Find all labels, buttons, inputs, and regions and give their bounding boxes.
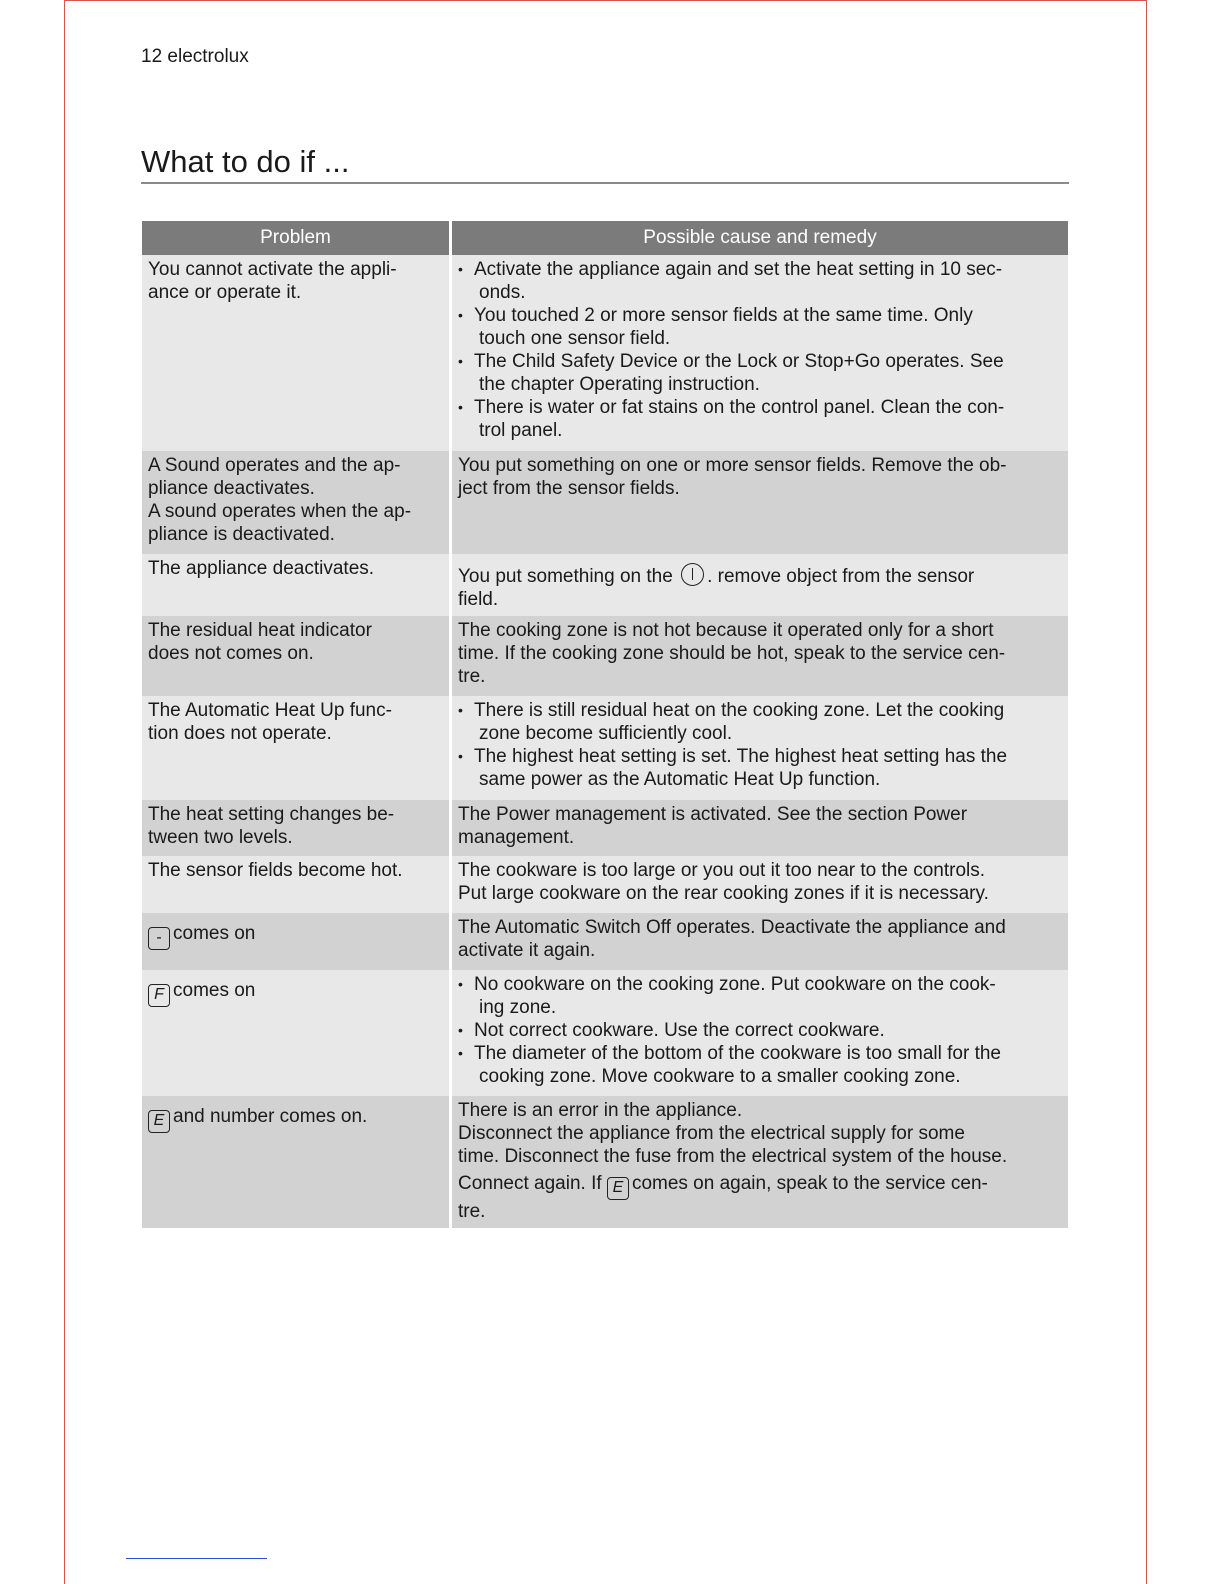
problem-cell bbox=[142, 451, 449, 554]
list-item bbox=[458, 258, 1046, 304]
list-item bbox=[458, 1042, 1046, 1088]
remedy-text: comes on again, speak to the service cen- bbox=[631, 1173, 988, 1194]
remedy-line: The Automatic Switch Off operates. Deactivate the appliance and bbox=[458, 917, 1006, 938]
remedy-line: ing zone. bbox=[479, 997, 557, 1018]
remedy-line: Put large cookware on the rear cooking zones if it is necessary. bbox=[458, 883, 989, 904]
remedy-line: • There is still residual heat on the cooking zone. Let the cooking bbox=[474, 700, 1005, 721]
remedy-cell bbox=[452, 616, 1068, 696]
problem-cell bbox=[142, 970, 449, 1096]
table-row bbox=[142, 1096, 1068, 1228]
problem-line: pliance is deactivated. bbox=[148, 524, 335, 545]
remedy-text: Connect again. If bbox=[458, 1173, 602, 1194]
footer-rule bbox=[126, 1558, 267, 1559]
remedy-line: the chapter Operating instruction. bbox=[479, 374, 760, 395]
page-border-left bbox=[64, 0, 65, 1584]
e-display-icon: E bbox=[148, 1110, 170, 1133]
remedy-line bbox=[458, 1168, 1046, 1200]
table-row bbox=[142, 554, 1068, 616]
table-row bbox=[142, 856, 1068, 913]
list-item bbox=[458, 396, 1046, 442]
remedy-cell bbox=[452, 451, 1068, 554]
list-item bbox=[458, 699, 1046, 745]
table-header-row bbox=[142, 221, 1068, 255]
remedy-cell bbox=[452, 913, 1068, 970]
problem-cell bbox=[142, 554, 449, 616]
remedy-cell bbox=[452, 255, 1068, 451]
remedy-line: activate it again. bbox=[458, 940, 596, 961]
remedy-line: The cooking zone is not hot because it operated only for a short bbox=[458, 620, 994, 641]
remedy-cell bbox=[452, 696, 1068, 800]
problem-cell bbox=[142, 616, 449, 696]
remedy-line bbox=[458, 563, 1046, 588]
remedy-list bbox=[458, 258, 1046, 442]
page-border-top bbox=[64, 0, 1147, 1]
table-row bbox=[142, 800, 1068, 856]
problem-line: A sound operates when the ap- bbox=[148, 501, 412, 522]
remedy-cell bbox=[452, 1096, 1068, 1228]
table-row bbox=[142, 970, 1068, 1096]
remedy-line: • Activate the appliance again and set the heat setting in 10 sec- bbox=[474, 259, 1003, 280]
remedy-line: tre. bbox=[458, 666, 486, 687]
remedy-cell bbox=[452, 800, 1068, 856]
problem-line: tween two levels. bbox=[148, 827, 293, 848]
remedy-line: • The diameter of the bottom of the cookware is too small for the bbox=[474, 1043, 1001, 1064]
page-border-right bbox=[1146, 0, 1147, 1584]
problem-cell bbox=[142, 913, 449, 970]
remedy-cell bbox=[452, 554, 1068, 616]
problem-cell bbox=[142, 255, 449, 451]
problem-cell bbox=[142, 856, 449, 913]
remedy-list bbox=[458, 699, 1046, 791]
problem-text: comes on bbox=[173, 980, 256, 1001]
table-row bbox=[142, 255, 1068, 451]
dash-display-icon: - bbox=[148, 927, 170, 950]
remedy-list bbox=[458, 973, 1046, 1088]
list-item bbox=[458, 304, 1046, 350]
remedy-line: touch one sensor field. bbox=[479, 328, 671, 349]
problem-line: The Automatic Heat Up func- bbox=[148, 700, 392, 721]
remedy-line: onds. bbox=[479, 282, 526, 303]
remedy-text: You put something on the bbox=[458, 566, 673, 587]
remedy-line: • The Child Safety Device or the Lock or Stop+Go operates. See bbox=[474, 351, 1004, 372]
list-item bbox=[458, 973, 1046, 1019]
table-row bbox=[142, 696, 1068, 800]
table-row bbox=[142, 913, 1068, 970]
problem-line: The heat setting changes be- bbox=[148, 804, 395, 825]
remedy-line: time. If the cooking zone should be hot, speak to the service cen- bbox=[458, 643, 1006, 664]
problem-cell bbox=[142, 696, 449, 800]
remedy-line: time. Disconnect the fuse from the electrical system of the house. bbox=[458, 1146, 1008, 1167]
remedy-line: You put something on one or more sensor fields. Remove the ob- bbox=[458, 455, 1007, 476]
remedy-line: • No cookware on the cooking zone. Put cookware on the cook- bbox=[474, 974, 996, 995]
problem-line: The residual heat indicator bbox=[148, 620, 372, 641]
remedy-line: There is an error in the appliance. bbox=[458, 1100, 743, 1121]
remedy-line: tre. bbox=[458, 1201, 486, 1222]
problem-line: You cannot activate the appli- bbox=[148, 259, 397, 280]
remedy-line: The cookware is too large or you out it too near to the controls. bbox=[458, 860, 986, 881]
brand-name: electrolux bbox=[167, 46, 249, 67]
problem-line: The sensor fields become hot. bbox=[148, 860, 403, 881]
remedy-line: • Not correct cookware. Use the correct cookware. bbox=[474, 1020, 885, 1041]
column-header-problem: Problem bbox=[142, 221, 449, 255]
table-row bbox=[142, 451, 1068, 554]
remedy-cell bbox=[452, 856, 1068, 913]
page-header bbox=[141, 46, 249, 68]
list-item bbox=[458, 350, 1046, 396]
troubleshooting-table bbox=[142, 221, 1068, 1228]
remedy-line: • You touched 2 or more sensor fields at the same time. Only bbox=[474, 305, 973, 326]
problem-cell bbox=[142, 800, 449, 856]
e-display-icon: E bbox=[607, 1177, 629, 1200]
problem-line: ance or operate it. bbox=[148, 282, 302, 303]
remedy-line: cooking zone. Move cookware to a smaller cooking zone. bbox=[479, 1066, 961, 1087]
remedy-cell bbox=[452, 970, 1068, 1096]
table-row bbox=[142, 616, 1068, 696]
remedy-text: . remove object from the sensor bbox=[707, 566, 975, 587]
remedy-line: trol panel. bbox=[479, 420, 563, 441]
list-item bbox=[458, 1019, 1046, 1042]
problem-line: The appliance deactivates. bbox=[148, 558, 375, 579]
page-title: What to do if ... bbox=[141, 144, 350, 179]
remedy-line: field. bbox=[458, 589, 499, 610]
remedy-line: • There is water or fat stains on the control panel. Clean the con- bbox=[474, 397, 1005, 418]
remedy-line: • The highest heat setting is set. The highest heat setting has the bbox=[474, 746, 1008, 767]
page-number: 12 bbox=[141, 46, 163, 67]
remedy-line: zone become sufficiently cool. bbox=[479, 723, 733, 744]
problem-text: and number comes on. bbox=[173, 1106, 368, 1127]
remedy-line: management. bbox=[458, 827, 575, 848]
problem-line: tion does not operate. bbox=[148, 723, 332, 744]
power-icon bbox=[681, 563, 704, 586]
remedy-line: same power as the Automatic Heat Up function. bbox=[479, 769, 881, 790]
remedy-line: Disconnect the appliance from the electrical supply for some bbox=[458, 1123, 965, 1144]
column-header-remedy: Possible cause and remedy bbox=[452, 221, 1068, 255]
problem-line: pliance deactivates. bbox=[148, 478, 315, 499]
problem-text: comes on bbox=[173, 923, 256, 944]
problem-line: A Sound operates and the ap- bbox=[148, 455, 401, 476]
remedy-line: ject from the sensor fields. bbox=[458, 478, 680, 499]
remedy-line: The Power management is activated. See the section Power bbox=[458, 804, 968, 825]
list-item bbox=[458, 745, 1046, 791]
f-display-icon: F bbox=[148, 984, 170, 1007]
problem-cell bbox=[142, 1096, 449, 1228]
problem-line: does not comes on. bbox=[148, 643, 314, 664]
title-divider bbox=[141, 182, 1069, 184]
